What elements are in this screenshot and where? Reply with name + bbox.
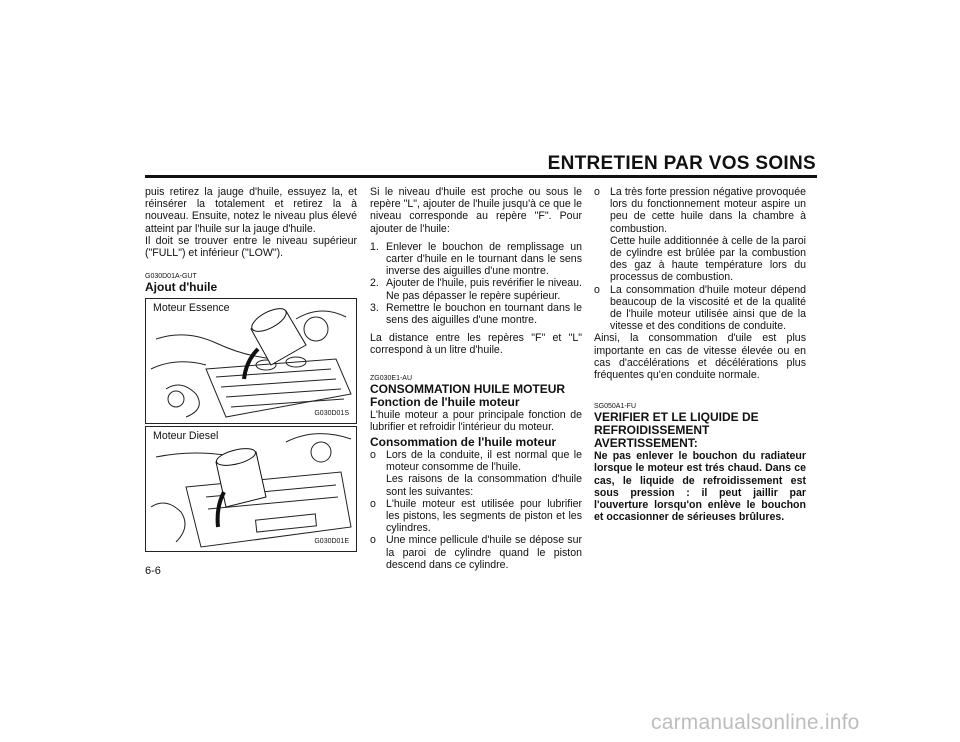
paragraph-level: Si le niveau d'huile est proche ou sous le repère "L", ajouter de l'huile jusqu'à ce que le niveau corresponde au repère "F". Pour ajouter de l'huile: bbox=[370, 186, 582, 235]
figure-label: Moteur Diesel bbox=[153, 430, 219, 443]
column-2 bbox=[370, 186, 582, 571]
intro-paragraph: puis retirez la jauge d'huile, essuyez la, et réinsérer la totalement et retirez la à nouveau. Ensuite, notez le niveau plus élevé atteint par l'huile sur la jauge d'huile. bbox=[145, 186, 357, 235]
figure-label: Moteur Essence bbox=[153, 302, 230, 315]
list-item: 3. Remettre le bouchon en tournant dans le sens des aiguilles d'une montre. bbox=[370, 301, 582, 327]
watermark: carmanualsonline.info bbox=[651, 711, 860, 734]
figure-diesel-engine bbox=[145, 426, 357, 552]
section-code: G030D01A-GUT bbox=[145, 273, 197, 281]
list-item: o L'huile moteur est utilisée pour lubrifier les pistons, les segments de piston et les cylindres. bbox=[370, 497, 582, 535]
section-code: SG050A1-FU bbox=[594, 403, 637, 411]
subheading-fonction: Fonction de l'huile moteur bbox=[370, 394, 520, 409]
petrol-engine-illustration bbox=[146, 299, 356, 423]
steps-list bbox=[370, 241, 582, 326]
header-rule bbox=[145, 175, 817, 178]
list-item: o Lors de la conduite, il est normal que le moteur consomme de l'huile. Les raisons de la consommation d'huile sont les suivantes: bbox=[370, 449, 582, 498]
warning-title: AVERTISSEMENT: bbox=[594, 436, 698, 451]
list-item: o La consommation d'huile moteur dépend beaucoup de la viscosité et de la qualité de l'huile moteur utilisée ainsi que de la vitesse et des conditions de conduite. bbox=[594, 283, 806, 333]
list-item: o Une mince pellicule d'huile se dépose sur la paroi de cylindre quand le piston descend dans ce cylindre. bbox=[370, 534, 582, 571]
paragraph-distance: La distance entre les repères "F" et "L" correspond à un litre d'huile. bbox=[370, 332, 582, 357]
paragraph-fonction: L'huile moteur a pour principale fonction de lubrifier et refroidir l'intérieur du moteur. bbox=[370, 409, 582, 434]
section-heading-consommation: CONSOMMATION HUILE MOTEUR bbox=[370, 381, 566, 396]
list-item: 1. Enlever le bouchon de remplissage un carter d'huile en le tournant dans le sens inverse des aiguilles d'une montre. bbox=[370, 240, 582, 278]
figure-code: G030D01E bbox=[313, 536, 350, 548]
subheading-consommation: Consommation de l'huile moteur bbox=[370, 434, 557, 449]
figure-code: G030D01S bbox=[313, 408, 350, 420]
section-heading-ajout: Ajout d'huile bbox=[145, 280, 218, 295]
diesel-engine-illustration bbox=[146, 427, 356, 551]
page-title: ENTRETIEN PAR VOS SOINS bbox=[547, 153, 816, 174]
list-item: o La très forte pression négative provoquée lors du fonctionnement moteur aspire un peu de cette huile dans la chambre à combustion. Cette huile additionnée à celle de la paroi de cylindre est brûlée par la combustion des gaz à haute température lors du processus de combustion. bbox=[594, 186, 806, 284]
paragraph-consumption: Ainsi, la consommation d'uile est plus importante en cas de vitesse élevée ou en cas d'accélérations et décélérations plus fréquentes qu'en conduite normale. bbox=[594, 332, 806, 382]
figure-petrol-engine bbox=[145, 298, 357, 424]
intro-paragraph-2: Il doit se trouver entre le niveau supérieur ("FULL") et inférieur ("LOW"). bbox=[145, 234, 357, 260]
section-heading-refroidissement: VERIFIER ET LE LIQUIDE DE REFROIDISSEMENT bbox=[594, 410, 759, 438]
list-item: 2. Ajouter de l'huile, puis revérifier le niveau. Ne pas dépasser le repère supérieur. bbox=[370, 277, 582, 302]
column-1 bbox=[145, 186, 357, 552]
page-number: 6-6 bbox=[145, 565, 161, 577]
column-3 bbox=[594, 186, 806, 523]
section-code: ZG030E1-AU bbox=[370, 374, 413, 382]
warning-text: Ne pas enlever le bouchon du radiateur lorsque le moteur est trés chaud. Dans ce cas, le liquide de refroidissement est sous pression : il peut jaillir par l'ouverture lorsqu'on enlève le bouchon et occasionner de sérieuses brûlures. bbox=[594, 450, 806, 524]
